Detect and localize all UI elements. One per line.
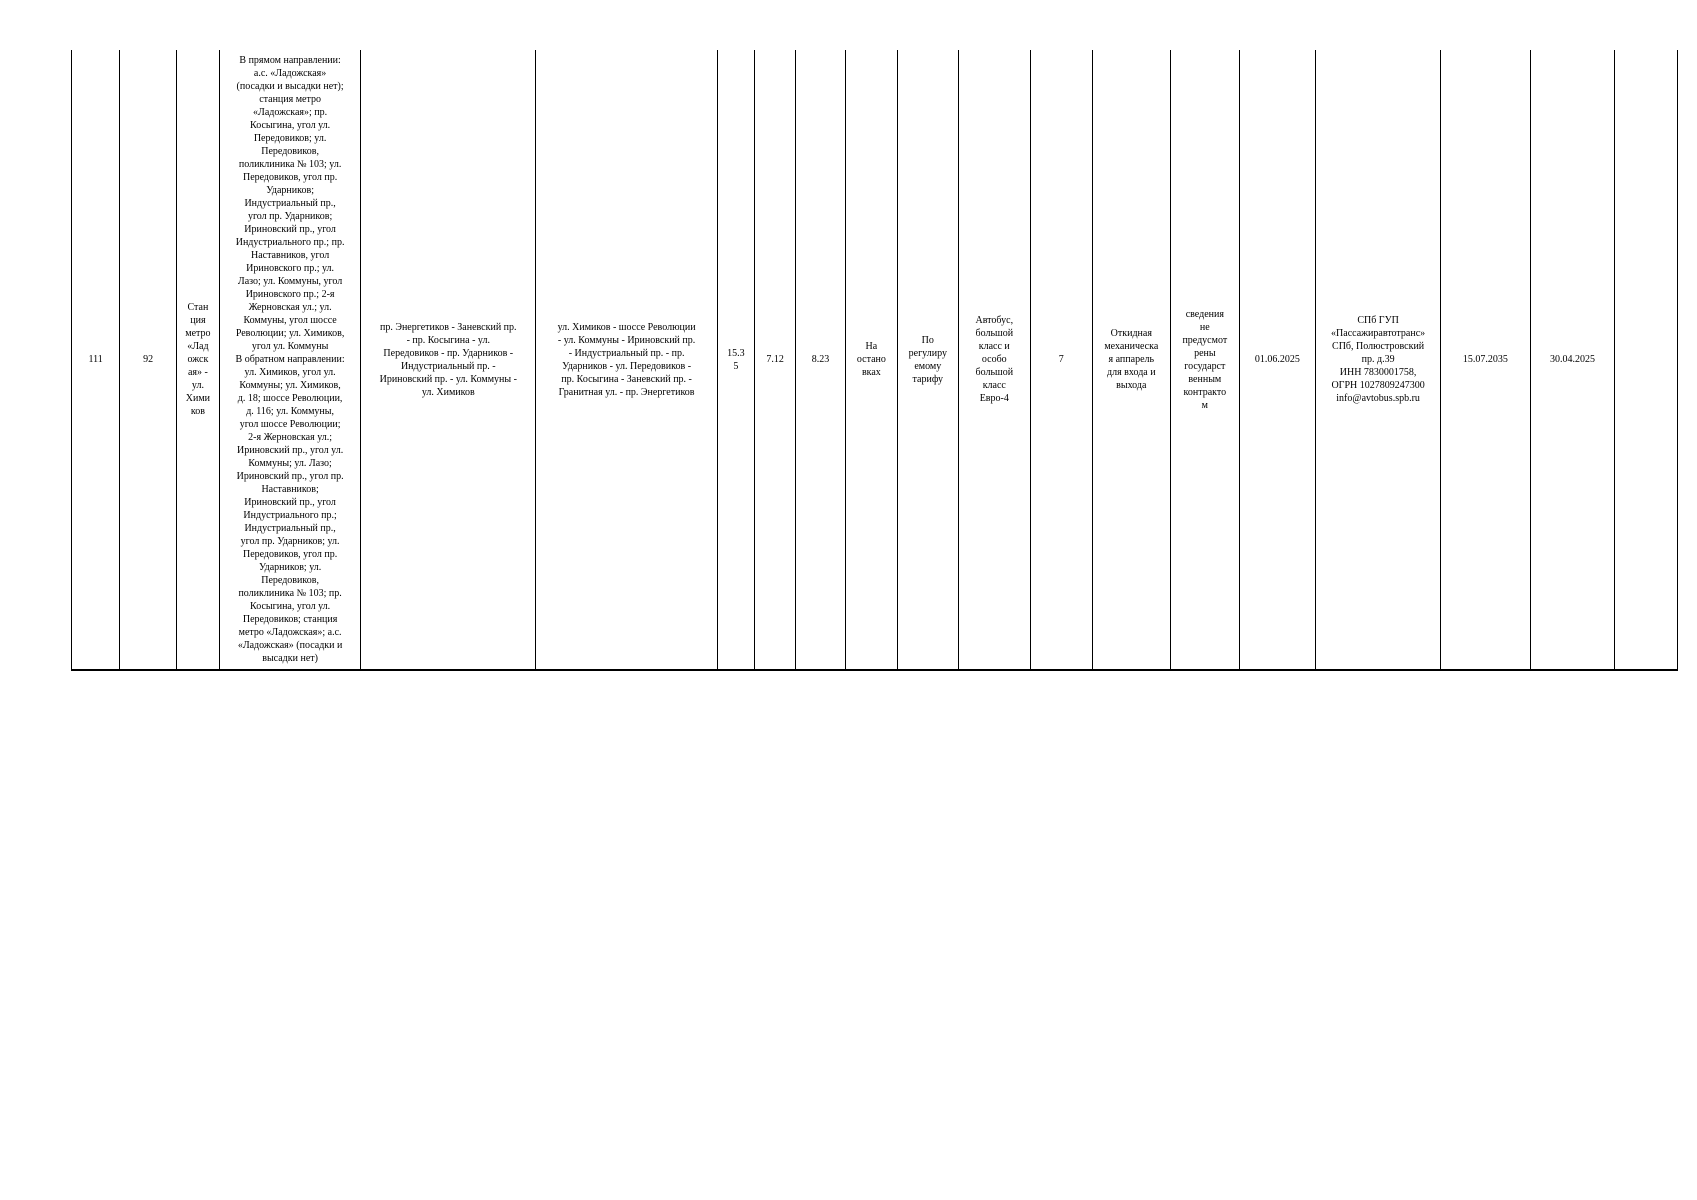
start-date-cell: 01.06.2025 bbox=[1239, 50, 1316, 670]
text-line: Ударников; ул. bbox=[258, 562, 322, 573]
text-line: Индустриальный пр., bbox=[244, 523, 336, 534]
text-line: Ударников - ул. Передовиков - bbox=[562, 360, 692, 372]
text-line: Ириновский пр. - ул. Коммуны - bbox=[379, 373, 517, 385]
text-line: класс и bbox=[978, 341, 1010, 352]
text-line: - Индустриальный пр. - пр. bbox=[568, 347, 685, 359]
text-line: Коммуны; ул. Лазо; bbox=[248, 458, 332, 469]
text-line: контракто bbox=[1183, 386, 1227, 398]
change-date-cell: 30.04.2025 bbox=[1530, 50, 1615, 670]
text-line: тарифу bbox=[912, 373, 944, 385]
text-line: м bbox=[1201, 399, 1208, 411]
text-line: я аппарель bbox=[1108, 354, 1155, 365]
text-line: вках bbox=[861, 367, 881, 378]
text-line: Передовиков, bbox=[261, 575, 319, 586]
text-line: государст bbox=[1184, 360, 1226, 372]
text-line: поликлиника № 103; ул. bbox=[238, 159, 342, 170]
text-line: угол ул. Коммуны bbox=[251, 341, 329, 352]
text-line: особо bbox=[981, 354, 1007, 365]
text-line: 2-я Жерновская ул.; bbox=[248, 432, 333, 443]
text-line: «Пассажиравтотранс» bbox=[1331, 328, 1426, 339]
boarding-order-cell bbox=[845, 50, 897, 670]
text-line: Ударников; bbox=[266, 185, 314, 196]
text-line: (посадки и высадки нет); bbox=[236, 81, 344, 92]
length-forward-cell: 7.12 bbox=[755, 50, 796, 670]
contract-info-cell bbox=[1171, 50, 1240, 670]
text-line: По bbox=[921, 334, 934, 346]
text-line: Передовиков, угол пр. bbox=[242, 549, 338, 560]
text-line: Стан bbox=[187, 302, 209, 313]
text-line: Передовиков; станция bbox=[242, 614, 338, 625]
streets-backward-cell bbox=[536, 50, 717, 670]
text-line: ая» - bbox=[187, 367, 208, 378]
text-line: Передовиков; ул. bbox=[253, 133, 327, 144]
text-line: предусмот bbox=[1182, 334, 1228, 346]
text-line: Косыгина, угол ул. bbox=[250, 120, 331, 131]
text-line: ул. Химиков - шоссе Революции bbox=[557, 321, 696, 333]
text-line: класс bbox=[982, 380, 1006, 391]
text-line: Лазо; ул. Коммуны, угол bbox=[237, 276, 343, 287]
text-line: поликлиника № 103; пр. bbox=[238, 588, 342, 599]
text-line: пр. Энергетиков - Заневский пр. bbox=[380, 321, 517, 333]
text-line: пр. д.39 bbox=[1361, 354, 1395, 365]
text-line: СПб, Полюстровский bbox=[1332, 341, 1425, 352]
text-line: угол пр. Ударников; bbox=[247, 211, 333, 222]
route-number-cell: 92 bbox=[120, 50, 176, 670]
text-line: большой bbox=[975, 367, 1014, 378]
text-line: станция метро bbox=[259, 94, 321, 105]
text-line: механическа bbox=[1104, 341, 1159, 352]
text-line: - ул. Коммуны - Ириновский пр. bbox=[557, 334, 696, 346]
text-line: ул. bbox=[191, 380, 204, 391]
text-line: д. 116; ул. Коммуны, bbox=[246, 406, 334, 417]
text-line: Хими bbox=[185, 393, 211, 404]
carrier-cell bbox=[1316, 50, 1441, 670]
stops-list-cell bbox=[220, 50, 361, 670]
end-date-cell: 15.07.2035 bbox=[1441, 50, 1531, 670]
text-line: info@avtobus.spb.ru bbox=[1336, 393, 1420, 404]
text-line: 15.3 bbox=[727, 347, 745, 359]
text-line: д. 18; шоссе Революции, bbox=[237, 393, 343, 404]
text-line: Ириновский пр., угол пр. bbox=[236, 471, 344, 482]
text-line: 5 bbox=[733, 360, 739, 372]
text-line: Откидная bbox=[1110, 328, 1152, 339]
text-line: Гранитная ул. - пр. Энергетиков bbox=[558, 386, 695, 398]
route-length-cell bbox=[717, 50, 754, 670]
text-line: выхода bbox=[1116, 380, 1147, 391]
text-line: ул. Химиков, угол ул. bbox=[244, 367, 336, 378]
text-line: метро bbox=[185, 328, 211, 339]
vehicle-class-cell bbox=[958, 50, 1031, 670]
text-line: ожск bbox=[187, 354, 209, 365]
text-line: ул. Химиков bbox=[421, 386, 475, 398]
text-line: угол шоссе Революции; bbox=[239, 419, 341, 430]
text-line: «Ладожская»; пр. bbox=[253, 107, 328, 118]
text-line: Наставников; bbox=[261, 484, 319, 495]
text-line: ков bbox=[190, 406, 205, 417]
text-line: Революции; ул. Химиков, bbox=[235, 328, 345, 339]
text-line: СПб ГУП bbox=[1357, 315, 1399, 326]
text-line: На bbox=[865, 341, 878, 352]
text-line: емому bbox=[914, 360, 942, 372]
text-line: Передовиков, bbox=[261, 146, 319, 157]
text-line: Коммуны, угол шоссе bbox=[243, 315, 337, 326]
text-line: остано bbox=[856, 354, 886, 365]
length-backward-cell: 8.23 bbox=[796, 50, 845, 670]
text-line: Ириновского пр.; ул. bbox=[246, 263, 335, 274]
text-line: - пр. Косыгина - ул. bbox=[406, 334, 490, 346]
text-line: «Ладожская» (посадки и bbox=[237, 640, 343, 651]
text-line: Индустриальный пр., bbox=[244, 198, 336, 209]
route-reg-number-cell: 111 bbox=[72, 50, 120, 670]
text-line: ИНН 7830001758, bbox=[1339, 367, 1417, 378]
vehicle-count-cell: 7 bbox=[1031, 50, 1092, 670]
text-line: не bbox=[1199, 321, 1210, 333]
streets-forward-cell bbox=[361, 50, 536, 670]
text-line: Жерновская ул.; ул. bbox=[248, 302, 332, 313]
text-line: Передовиков, угол пр. bbox=[242, 172, 338, 183]
text-line: Индустриальный пр. - bbox=[400, 360, 496, 372]
text-line: а.с. «Ладожская» bbox=[253, 68, 327, 79]
text-line: высадки нет) bbox=[262, 653, 318, 664]
text-line: Наставников, угол bbox=[250, 250, 330, 261]
text-line: Ириновский пр., угол bbox=[244, 224, 336, 235]
text-line: большой bbox=[975, 328, 1014, 339]
text-line: угол пр. Ударников; ул. bbox=[240, 536, 340, 547]
text-line: Евро-4 bbox=[979, 393, 1009, 404]
route-registry-table bbox=[71, 50, 1678, 671]
equipment-cell bbox=[1092, 50, 1171, 670]
text-line: Передовиков - пр. Ударников - bbox=[383, 347, 514, 359]
extra-cell bbox=[1615, 50, 1678, 670]
text-line: для входа и bbox=[1106, 367, 1156, 378]
text-line: Индустриального пр.; пр. bbox=[235, 237, 345, 248]
text-line: Индустриального пр.; bbox=[243, 510, 337, 521]
text-line: Автобус, bbox=[975, 315, 1014, 326]
text-line: ция bbox=[190, 315, 206, 326]
text-line: венным bbox=[1188, 373, 1222, 385]
table-row bbox=[72, 50, 1678, 670]
text-line: Коммуны; ул. Химиков, bbox=[239, 380, 341, 391]
text-line: Ириновский пр., угол ул. bbox=[237, 445, 344, 456]
text-line: сведения bbox=[1185, 308, 1224, 320]
text-line: Ириновского пр.; 2-я bbox=[245, 289, 335, 300]
route-name-cell bbox=[176, 50, 219, 670]
text-line: рены bbox=[1194, 347, 1216, 359]
text-line: ОГРН 1027809247300 bbox=[1331, 380, 1425, 391]
text-line: В прямом направлении: bbox=[239, 55, 341, 66]
tariff-cell bbox=[898, 50, 958, 670]
text-line: метро «Ладожская»; а.с. bbox=[238, 627, 342, 638]
text-line: пр. Косыгина - Заневский пр. - bbox=[561, 373, 692, 385]
text-line: Ириновский пр., угол bbox=[244, 497, 336, 508]
text-line: регулиру bbox=[908, 347, 947, 359]
text-line: В обратном направлении: bbox=[235, 354, 345, 365]
text-line: «Лад bbox=[187, 341, 209, 352]
text-line: Косыгина, угол ул. bbox=[250, 601, 331, 612]
